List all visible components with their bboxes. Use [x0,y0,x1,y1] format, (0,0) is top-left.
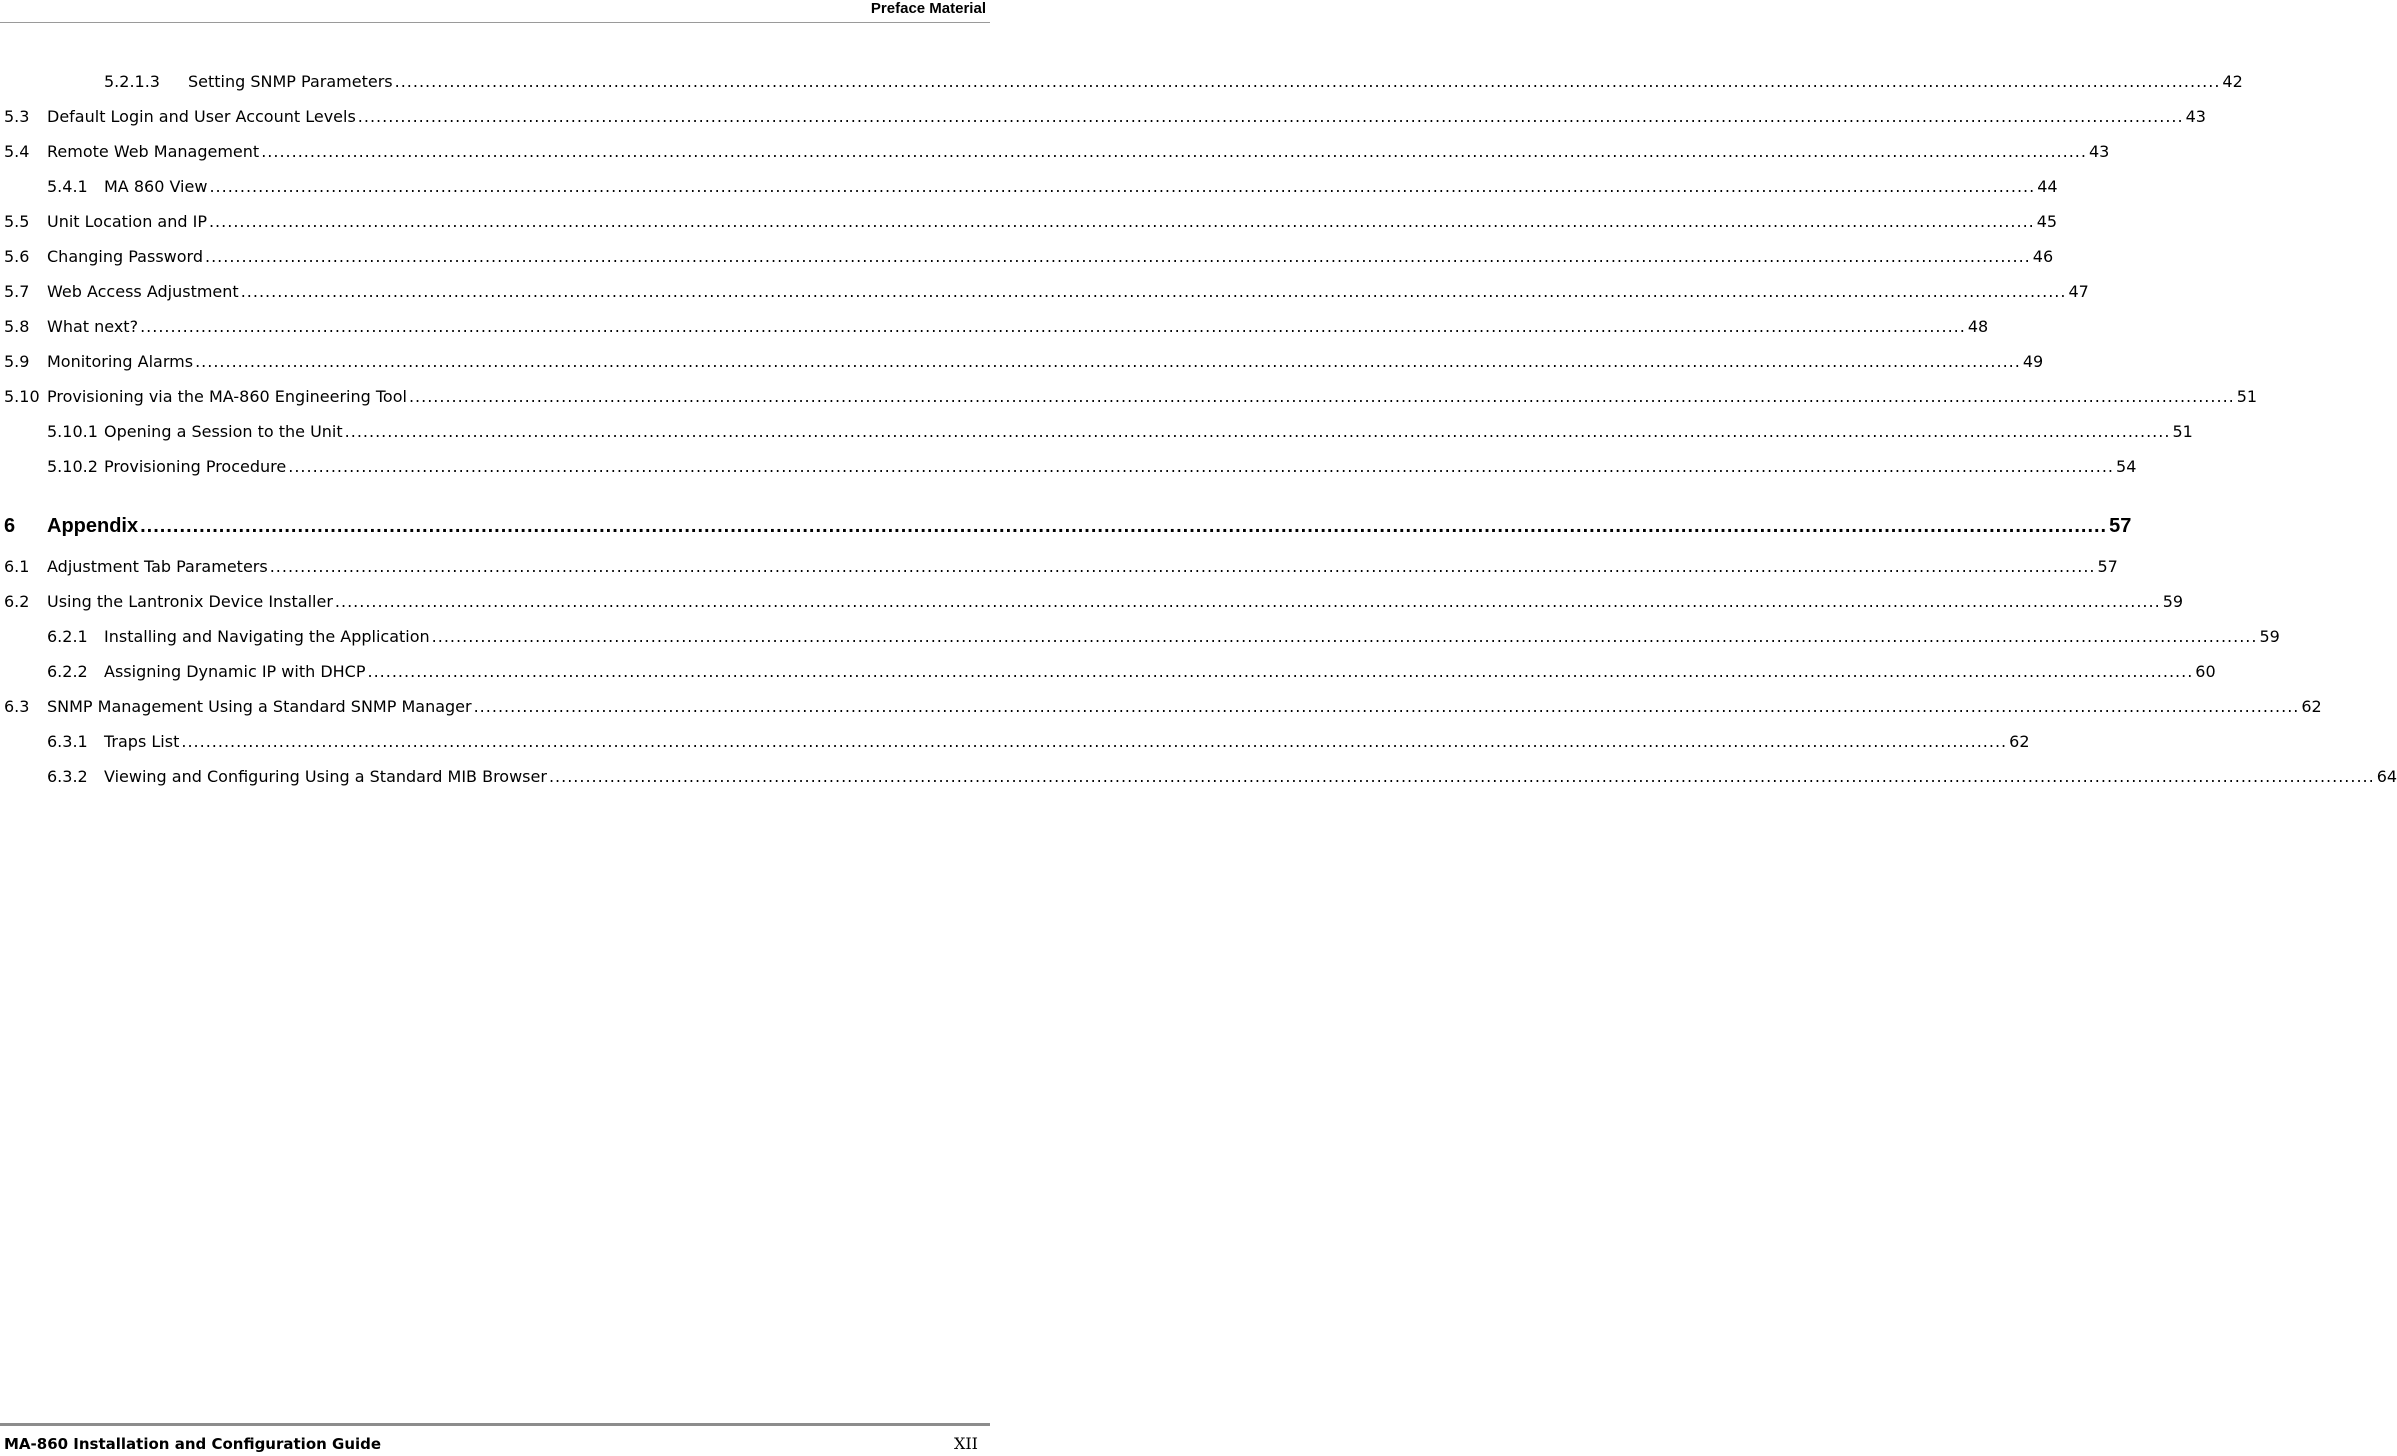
toc-dot-leader: ............................................................................................................................................................................................................................................................................................................ [140,317,1966,336]
toc-entry-title: MA 860 View [104,177,208,196]
toc-entry-page: 47 [2068,282,2089,301]
footer-page-number: XII [953,1434,978,1453]
toc-dot-leader: ............................................................................................................................................................................................................................................................................................................ [394,72,2221,91]
toc-chapter-entry[interactable] [4,508,2132,537]
toc-entry-page: 62 [2009,732,2030,751]
toc-entry-number: 5.6 [4,247,30,266]
toc-entry-title: Unit Location and IP [47,212,207,231]
toc-entry-page: 44 [2037,177,2058,196]
toc-entry[interactable] [4,313,1989,337]
toc-entry-title: Using the Lantronix Device Installer [47,592,333,611]
toc-entry-page: 43 [2088,142,2110,161]
toc-entry[interactable] [4,348,2044,372]
toc-dot-leader: ............................................................................................................................................................................................................................................................................................................ [140,515,2108,537]
toc-entry-number: 5.2.1.3 [104,72,160,91]
toc-entry[interactable] [47,728,2030,752]
toc-entry-number: 5.4 [4,142,30,161]
toc-entry[interactable] [4,208,2058,232]
toc-entry[interactable] [104,68,2243,92]
toc-entry-number: 5.10.2 [47,457,98,476]
toc-dot-leader: ............................................................................................................................................................................................................................................................................................................ [431,627,2258,646]
toc-entry-title: Traps List [104,732,180,751]
toc-entry-number: 6.2.2 [47,662,88,681]
toc-entry-number: 5.4.1 [47,177,88,196]
toc-entry[interactable] [4,693,2322,717]
header-title: Preface Material [870,0,986,17]
toc-entry-title: What next? [47,317,139,336]
toc-entry-title: SNMP Management Using a Standard SNMP Manager [47,697,472,716]
toc-entry[interactable] [47,453,2137,477]
toc-entry-page: 54 [2116,457,2137,476]
toc-dot-leader: ............................................................................................................................................................................................................................................................................................................ [269,557,2096,576]
toc-entry-title: Monitoring Alarms [47,352,194,371]
toc-entry-number: 5.9 [4,352,30,371]
toc-entry[interactable] [47,418,2193,442]
toc-entry-page: 64 [2376,767,2397,786]
toc-entry-number: 6.2 [4,592,30,611]
toc-entry-page: 60 [2195,662,2216,681]
toc-entry[interactable] [47,623,2280,647]
toc-entry-title: Installing and Navigating the Application [104,627,430,646]
toc-entry-number: 6.2.1 [47,627,88,646]
toc-entry-page: 49 [2022,352,2044,371]
toc-entry-title: Viewing and Configuring Using a Standard MIB Browser [104,767,547,786]
toc-entry-page: 51 [2172,422,2193,441]
footer-rule [0,1423,990,1426]
toc-entry-page: 62 [2301,697,2322,716]
toc-entry-title: Opening a Session to the Unit [104,422,343,441]
toc-entry-page: 59 [2162,592,2184,611]
toc-dot-leader: ............................................................................................................................................................................................................................................................................................................ [204,247,2031,266]
toc-entry-title: Default Login and User Account Levels [47,107,356,126]
toc-entry[interactable] [4,243,2054,267]
toc-dot-leader: ............................................................................................................................................................................................................................................................................................................ [209,177,2036,196]
toc-entry-title: Changing Password [47,247,203,266]
toc-entry-title: Web Access Adjustment [47,282,239,301]
toc-dot-leader: ............................................................................................................................................................................................................................................................................................................ [288,457,2115,476]
toc-entry[interactable] [4,103,2206,127]
toc-entry-number: 5.7 [4,282,30,301]
toc-entry-title: Provisioning Procedure [104,457,287,476]
toc-dot-leader: ............................................................................................................................................................................................................................................................................................................ [344,422,2171,441]
toc-entry-number: 6.3.1 [47,732,88,751]
toc-entry-number: 5.5 [4,212,30,231]
toc-dot-leader: ............................................................................................................................................................................................................................................................................................................ [357,107,2184,126]
toc-dot-leader: ............................................................................................................................................................................................................................................................................................................ [195,352,2021,371]
toc-dot-leader: ............................................................................................................................................................................................................................................................................................................ [548,767,2375,786]
toc-entry-number: 6 [4,515,16,537]
toc-entry-number: 6.1 [4,557,30,576]
page-header [0,0,990,23]
toc-entry[interactable] [47,763,2397,787]
toc-entry[interactable] [47,658,2216,682]
toc-entry[interactable] [47,173,2058,197]
toc-entry-title: Remote Web Management [47,142,260,161]
toc-entry-page: 51 [2236,387,2258,406]
toc-entry[interactable] [4,553,2118,577]
toc-dot-leader: ............................................................................................................................................................................................................................................................................................................ [208,212,2035,231]
toc-entry-title: Assigning Dynamic IP with DHCP [104,662,366,681]
toc-entry-page: 48 [1967,317,1989,336]
toc-entry-number: 5.10 [4,387,40,406]
toc-entry-page: 43 [2185,107,2206,126]
toc-dot-leader: ............................................................................................................................................................................................................................................................................................................ [181,732,2008,751]
toc-entry-page: 42 [2222,72,2243,91]
toc-entry-number: 6.3 [4,697,30,716]
toc-entry-title: Setting SNMP Parameters [188,72,393,91]
toc-entry-title: Appendix [47,515,139,537]
toc-entry-title: Provisioning via the MA-860 Engineering Tool [47,387,407,406]
toc-entry-number: 5.8 [4,317,30,336]
toc-entry-page: 59 [2259,627,2280,646]
toc-entry-page: 57 [2109,515,2132,537]
toc-dot-leader: ............................................................................................................................................................................................................................................................................................................ [367,662,2194,681]
toc-entry-number: 6.3.2 [47,767,88,786]
toc-entry[interactable] [4,278,2089,302]
toc-entry[interactable] [4,588,2184,612]
toc-entry-page: 45 [2036,212,2058,231]
toc-dot-leader: ............................................................................................................................................................................................................................................................................................................ [261,142,2087,161]
toc-dot-leader: ............................................................................................................................................................................................................................................................................................................ [473,697,2300,716]
toc-dot-leader: ............................................................................................................................................................................................................................................................................................................ [334,592,2161,611]
toc-entry-title: Adjustment Tab Parameters [47,557,268,576]
toc-dot-leader: ............................................................................................................................................................................................................................................................................................................ [240,282,2067,301]
toc-entry-number: 5.10.1 [47,422,98,441]
toc-entry[interactable] [4,138,2110,162]
toc-entry-page: 46 [2032,247,2054,266]
toc-entry-page: 57 [2097,557,2118,576]
toc-entry-number: 5.3 [4,107,30,126]
toc-entry[interactable] [4,383,2258,407]
toc-dot-leader: ............................................................................................................................................................................................................................................................................................................ [408,387,2235,406]
footer-guide-title: MA-860 Installation and Configuration Guide [4,1435,382,1453]
